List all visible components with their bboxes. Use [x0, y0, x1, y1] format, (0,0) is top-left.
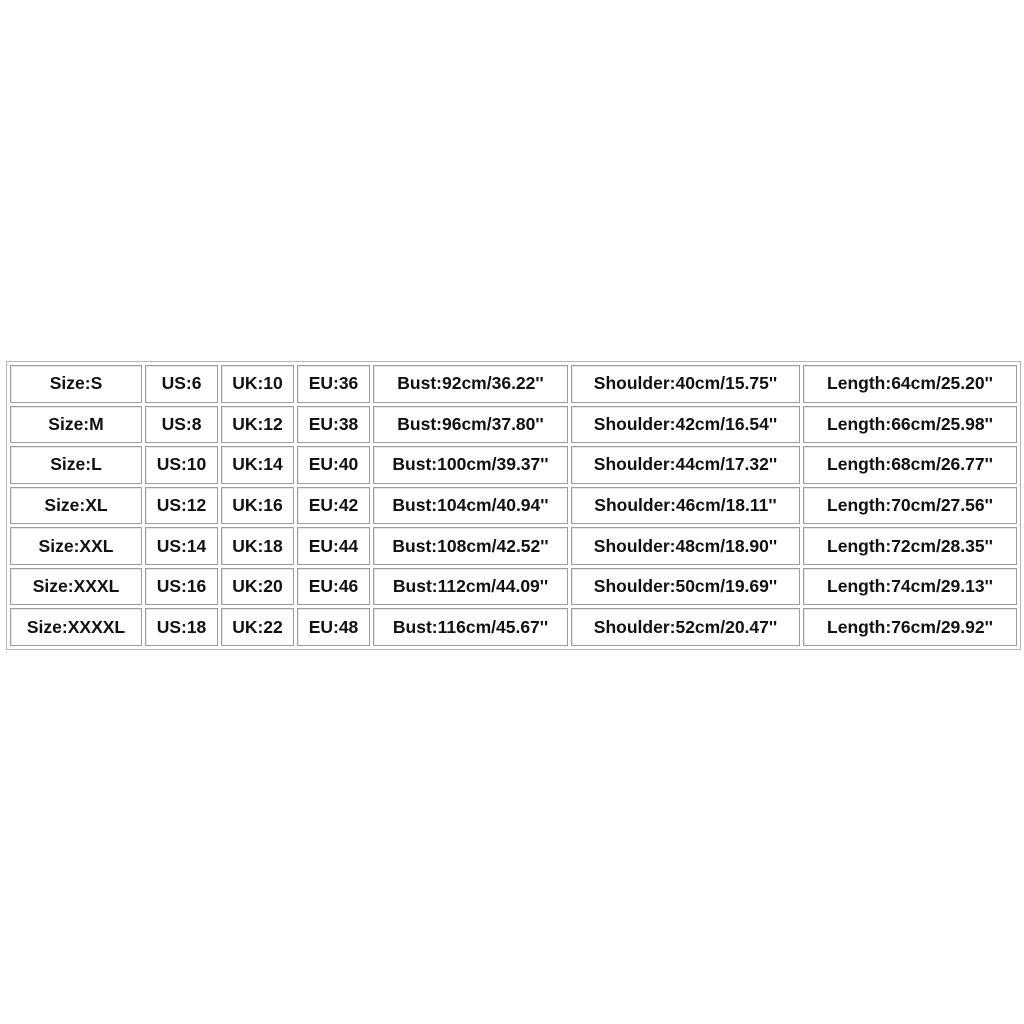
length-cell: Length:64cm/25.20'' — [803, 365, 1017, 403]
shoulder-cell: Shoulder:48cm/18.90'' — [571, 527, 800, 565]
uk-size-cell: UK:14 — [221, 446, 294, 484]
shoulder-cell: Shoulder:40cm/15.75'' — [571, 365, 800, 403]
uk-size-cell: UK:16 — [221, 487, 294, 525]
bust-cell: Bust:112cm/44.09'' — [373, 568, 568, 606]
size-cell: Size:M — [10, 406, 142, 444]
us-size-cell: US:6 — [145, 365, 218, 403]
length-cell: Length:68cm/26.77'' — [803, 446, 1017, 484]
size-chart-table — [6, 361, 1021, 650]
uk-size-cell: UK:20 — [221, 568, 294, 606]
eu-size-cell: EU:46 — [297, 568, 370, 606]
size-row — [10, 487, 1017, 525]
bust-cell: Bust:108cm/42.52'' — [373, 527, 568, 565]
length-cell: Length:72cm/28.35'' — [803, 527, 1017, 565]
uk-size-cell: UK:18 — [221, 527, 294, 565]
bust-cell: Bust:104cm/40.94'' — [373, 487, 568, 525]
uk-size-cell: UK:22 — [221, 608, 294, 646]
eu-size-cell: EU:36 — [297, 365, 370, 403]
size-row — [10, 568, 1017, 606]
bust-cell: Bust:92cm/36.22'' — [373, 365, 568, 403]
eu-size-cell: EU:48 — [297, 608, 370, 646]
eu-size-cell: EU:38 — [297, 406, 370, 444]
us-size-cell: US:8 — [145, 406, 218, 444]
shoulder-cell: Shoulder:46cm/18.11'' — [571, 487, 800, 525]
uk-size-cell: UK:10 — [221, 365, 294, 403]
size-cell: Size:XL — [10, 487, 142, 525]
length-cell: Length:74cm/29.13'' — [803, 568, 1017, 606]
us-size-cell: US:18 — [145, 608, 218, 646]
size-row — [10, 527, 1017, 565]
shoulder-cell: Shoulder:50cm/19.69'' — [571, 568, 800, 606]
length-cell: Length:70cm/27.56'' — [803, 487, 1017, 525]
size-cell: Size:XXL — [10, 527, 142, 565]
us-size-cell: US:12 — [145, 487, 218, 525]
shoulder-cell: Shoulder:42cm/16.54'' — [571, 406, 800, 444]
us-size-cell: US:16 — [145, 568, 218, 606]
size-cell: Size:XXXXL — [10, 608, 142, 646]
size-row — [10, 446, 1017, 484]
bust-cell: Bust:96cm/37.80'' — [373, 406, 568, 444]
size-cell: Size:S — [10, 365, 142, 403]
size-cell: Size:L — [10, 446, 142, 484]
length-cell: Length:76cm/29.92'' — [803, 608, 1017, 646]
size-row — [10, 608, 1017, 646]
size-row — [10, 365, 1017, 403]
bust-cell: Bust:116cm/45.67'' — [373, 608, 568, 646]
eu-size-cell: EU:40 — [297, 446, 370, 484]
shoulder-cell: Shoulder:52cm/20.47'' — [571, 608, 800, 646]
eu-size-cell: EU:42 — [297, 487, 370, 525]
uk-size-cell: UK:12 — [221, 406, 294, 444]
us-size-cell: US:10 — [145, 446, 218, 484]
size-row — [10, 406, 1017, 444]
eu-size-cell: EU:44 — [297, 527, 370, 565]
size-cell: Size:XXXL — [10, 568, 142, 606]
length-cell: Length:66cm/25.98'' — [803, 406, 1017, 444]
shoulder-cell: Shoulder:44cm/17.32'' — [571, 446, 800, 484]
us-size-cell: US:14 — [145, 527, 218, 565]
bust-cell: Bust:100cm/39.37'' — [373, 446, 568, 484]
